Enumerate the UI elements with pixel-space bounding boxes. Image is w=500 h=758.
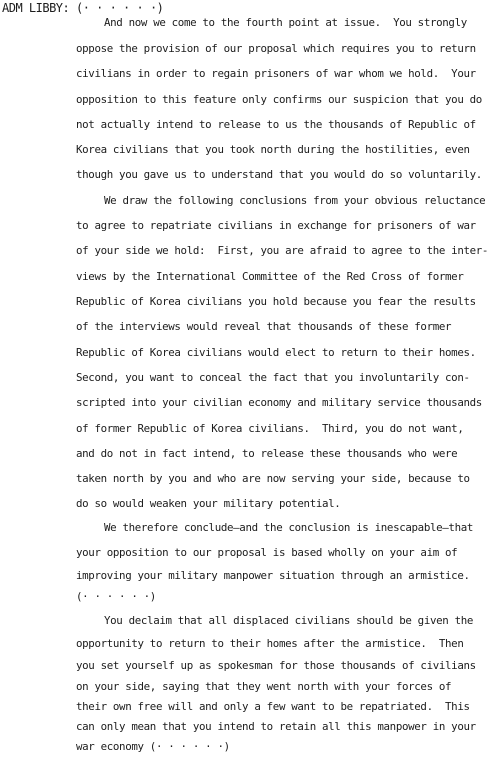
paragraph-1-line-4: opposition to this feature only confirms our suspicion that you do (76, 93, 482, 106)
speaker-header: ADM LIBBY: (· · · · · ·) (2, 1, 164, 15)
paragraph-4-line-2: opportunity to return to their homes after the armistice. Then (76, 637, 464, 650)
paragraph-1-line-3: civilians in order to regain prisoners of war whom we hold. Your (76, 67, 476, 80)
paragraph-2-line-13: do so would weaken your military potential. (76, 497, 341, 510)
paragraph-4-line-7: war economy (· · · · · ·) (76, 740, 230, 753)
paragraph-2-line-4: views by the International Committee of the Red Cross of former (76, 270, 464, 283)
paragraph-2-line-1: We draw the following conclusions from your obvious reluctance (104, 194, 486, 207)
paragraph-3-line-3: improving your military manpower situation through an armistice. (76, 569, 470, 582)
paragraph-4-line-3: you set yourself up as spokesman for those thousands of civilians (76, 659, 476, 672)
paragraph-4-line-5: their own free will and only a few want to be repatriated. This (76, 700, 470, 713)
paragraph-2-line-9: scripted into your civilian economy and military service thousands (76, 396, 482, 409)
paragraph-3-line-1: We therefore conclude—and the conclusion is inescapable—that (104, 521, 474, 534)
paragraph-1-line-5: not actually intend to release to us the thousands of Republic of (76, 118, 476, 131)
paragraph-4-line-1: You declaim that all displaced civilians should be given the (104, 614, 474, 627)
paragraph-1-line-6: Korea civilians that you took north during the hostilities, even (76, 143, 470, 156)
paragraph-2-line-12: taken north by you and who are now serving your side, because to (76, 472, 470, 485)
paragraph-2-line-11: and do not in fact intend, to release these thousands who were (76, 447, 458, 460)
paragraph-2-line-6: of the interviews would reveal that thousands of these former (76, 320, 452, 333)
paragraph-2-line-3: of your side we hold: First, you are afraid to agree to the inter- (76, 244, 489, 257)
paragraph-2-line-8: Second, you want to conceal the fact that you involuntarily con- (76, 371, 470, 384)
paragraph-1-line-1: And now we come to the fourth point at issue. You strongly (104, 16, 467, 29)
paragraph-2-line-2: to agree to repatriate civilians in exchange for prisoners of war (76, 219, 476, 232)
paragraph-2-line-5: Republic of Korea civilians you hold because you fear the results (76, 295, 476, 308)
paragraph-1-line-7: though you gave us to understand that you would do so voluntarily. (76, 168, 482, 181)
paragraph-2-line-10: of former Republic of Korea civilians. Third, you do not want, (76, 422, 464, 435)
paragraph-4-line-6: can only mean that you intend to retain all this manpower in your (76, 720, 476, 733)
paragraph-3-line-2: your opposition to our proposal is based wholly on your aim of (76, 546, 458, 559)
paragraph-3-line-4: (· · · · · ·) (76, 590, 156, 603)
paragraph-1-line-2: oppose the provision of our proposal which requires you to return (76, 42, 476, 55)
paragraph-2-line-7: Republic of Korea civilians would elect to return to their homes. (76, 346, 476, 359)
paragraph-4-line-4: on your side, saying that they went north with your forces of (76, 680, 452, 693)
